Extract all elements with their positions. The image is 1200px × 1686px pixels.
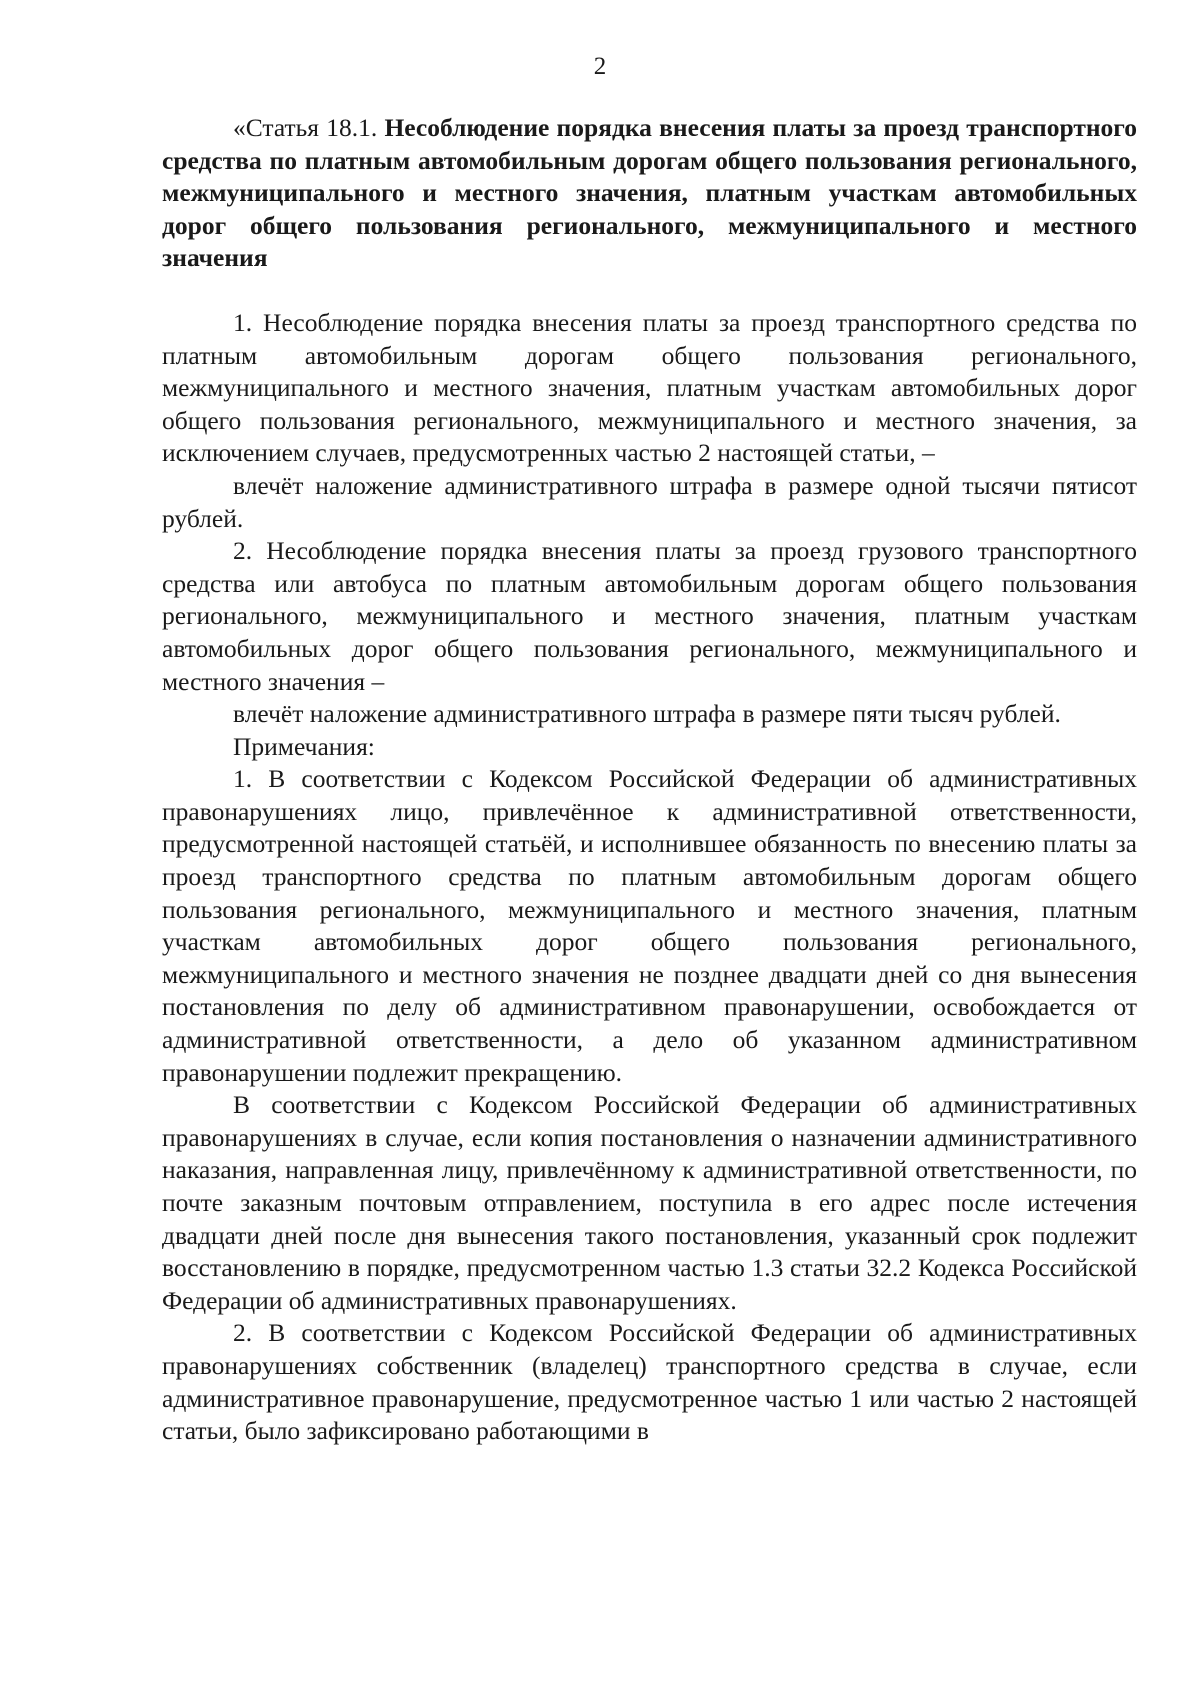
note-1: 1. В соответствии с Кодексом Российской Федерации об административных правонарушениях лицо, привлечённое к административной ответственности, предусмотренной настоящей статьёй, и исполнившее обязанность по внесению платы за проезд транспортного средства по платным автомобильным дорогам общего пользования регионального, межмуниципального и местного значения, платным участкам автомобильных дорог общего пользования регионального, межмуниципального и местного значения не позднее двадцати дней со дня вынесения постановления по делу об административном правонарушении, освобождается от административной ответственности, а дело об указанном административном правонарушении подлежит прекращению. (162, 764, 1137, 1087)
notes-heading: Примечания: (233, 731, 375, 761)
paragraph-part-1: 1. Несоблюдение порядка внесения платы за проезд транспортного средства по платным автомобильным дорогам общего пользования регионального, межмуниципального и местного значения, платным участкам автомобильных дорог общего пользования регионального, межмуниципального и местного значения, за исключением случаев, предусмотренных частью 2 настоящей статьи, – (162, 307, 1137, 468)
note-1-continued: В соответствии с Кодексом Российской Федерации об административных правонарушениях в случае, если копия постановления о назначении административного наказания, направленная лицу, привлечённому к административной ответственности, по почте заказным почтовым отправлением, поступила в его адрес после истечения двадцати дней после дня вынесения такого постановления, указанный срок подлежит восстановлению в порядке, предусмотренном частью 1.3 статьи 32.2 Кодекса Российской Федерации об административных правонарушениях. (162, 1090, 1137, 1315)
document-body (162, 112, 1137, 1448)
paragraph-penalty-2: влечёт наложение административного штрафа в размере пяти тысяч рублей. (233, 699, 1061, 729)
paragraph-penalty-1: влечёт наложение административного штрафа в размере одной тысячи пятисот рублей. (162, 470, 1137, 533)
article-title: Несоблюдение порядка внесения платы за проезд транспортного средства по платным автомобильным дорогам общего пользования регионального, межмуниципального и местного значения, платным участкам автомобильных дорог общего пользования регионального, межмуниципального и местного значения (162, 113, 1137, 273)
note-2: 2. В соответствии с Кодексом Российской Федерации об административных правонарушениях собственник (владелец) транспортного средства в случае, если административное правонарушение, предусмотренное частью 1 или частью 2 настоящей статьи, было зафиксировано работающими в (162, 1318, 1137, 1446)
article-number: «Статья 18.1. (233, 113, 378, 142)
paragraph-part-2: 2. Несоблюдение порядка внесения платы за проезд грузового транспортного средства или автобуса по платным автомобильным дорогам общего пользования регионального, межмуниципального и местного значения, платным участкам автомобильных дорог общего пользования регионального, межмуниципального и местного значения – (162, 536, 1137, 696)
article-heading (162, 112, 1137, 275)
page-number: 2 (593, 53, 607, 80)
